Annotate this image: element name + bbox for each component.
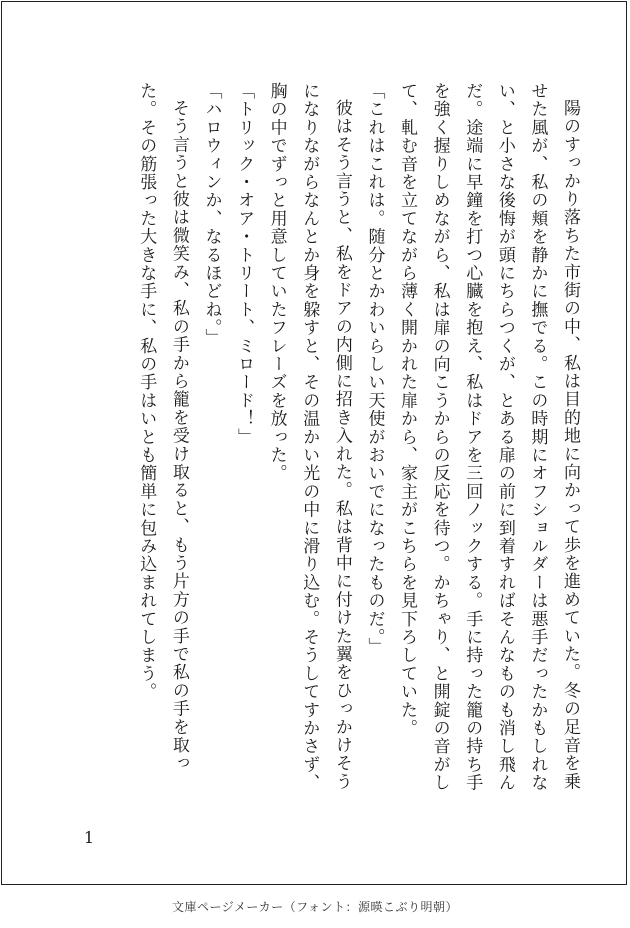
dialogue-line-2: 「トリック・オア・トリート、ミロード！」 (234, 82, 255, 446)
paragraph-2: 彼はそう言うと、私をドアの内側に招き入れた。私は背中に付けた翼をひっかけそうになりながらなんとか身を躱すと、その温かい光の中に滑り込む。そうしてすかさず、胸の中でずっと用意していたフレーズを放った。 (266, 82, 352, 792)
paragraph-1: 陽のすっかり落ちた市街の中、私は目的地に向かって歩を進めていた。冬の足音を乗せた風が、私の頬を静かに撫でる。この時期にオフショルダーは悪手だったかもしれない、と小さな後悔が頭にちらつくが、とある扉の前に到着すればそんなものも消し飛んだ。途端に早鐘を打つ心臓を抱え、私はドアを三回ノックする。手に持った籠の持ち手を強く握りしめながら、私は扉の向こうからの反応を待つ。かちゃり、と開錠の音がして、軋む音を立てながら薄く開かれた扉から、家主がこちらを見下ろしていた。 (397, 82, 580, 792)
paragraph-3: そう言うと彼は微笑み、私の手から籠を受け取ると、もう片方の手で私の手を取った。その筋張った大きな手に、私の手はいとも簡単に包み込まれてしまう。 (136, 82, 189, 773)
footer-caption: 文庫ページメーカー（フォント：源暎こぶり明朝） (171, 900, 459, 914)
vertical-text-body (130, 82, 586, 802)
dialogue-line-3: 「ハロウィンか、なるほどね。」 (201, 82, 222, 347)
page-frame (1, 1, 627, 885)
dialogue-line-1: 「これはこれは。随分とかわいらしい天使がおいでになったものだ。」 (364, 82, 385, 656)
page-number: 1 (83, 828, 95, 847)
